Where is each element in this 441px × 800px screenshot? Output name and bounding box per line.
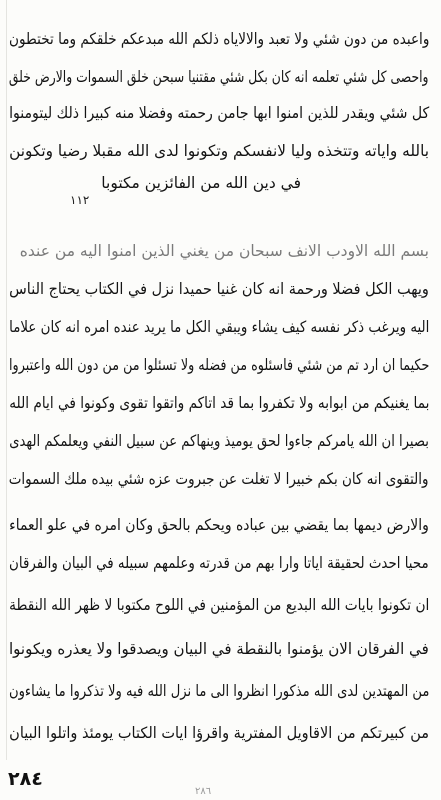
text-line: اليه ويرغب ذكر نفسه كيف يشاء ويبقي الكل ما يريد عنده امره انه كان علاما: [8, 318, 429, 336]
text-line: واحصى كل شئي تعلمه انه كان بكل شئي مقتنيا سبحن خلق السموات والارض خلق: [9, 68, 429, 86]
text-line: والارض ديمها بما يقضي بين عباده ويحكم بالحق وكان امره في علو العماء: [9, 516, 429, 534]
text-line: في دين الله من الفائزين مكتوبا: [101, 174, 301, 192]
margin-rule: [6, 0, 7, 760]
text-line: في الفرقان الان يؤمنوا بالنقطة في البيان ويصدقوا ولا يعذره ويكونوا: [9, 640, 429, 658]
text-line: ويهب الكل فضلا ورحمة انه كان غنيا حميدا نزل في الكتاب يحتاج الناس: [9, 280, 429, 298]
text-line: محيا احدث لحقيقة اياتا وارا بهم من قدرته وعلمهم سبيله في البيان والفرقان: [9, 554, 429, 572]
section-heading-line: [20, 240, 429, 262]
faint-bottom-number: ٢٨٦: [195, 786, 212, 797]
page-number: ٢٨٤: [8, 768, 43, 790]
text-line: من المهتدين لدى الله مذكورا انظروا الى ما نزل الله فيه ولا تذكروا ما يشاءون: [8, 682, 429, 700]
text-line: حكيما ان ارد تم من شئي فاسئلوه من فضله ولا تسئلوا من من دون الله واعتبروا: [8, 356, 429, 374]
text-line: والتقوى انه كان بكم خبيرا لا تغلت عن جبروت عزه شئي بيده ملك السموات: [9, 470, 429, 488]
text-line: بالله واياته وتتخذه وليا لانفسكم وتكونوا لدى الله مقبلا رضيا وتكونن: [9, 142, 429, 160]
verse-marker: ١١٢: [70, 193, 90, 207]
text-line: بسم الله الاودب الانف سبحان من يغني الذين امنوا اليه من عنده: [19, 242, 429, 260]
text-line: بصيرا ان الله يامركم جاءوا لحق يوميذ وينهاكم عن سبيل النفي ويعلمكم الهدى: [9, 432, 429, 450]
text-line: ان تكونوا بايات الله البديع من المؤمنين في اللوح مكتوبا لا ظهر الله النقطة: [8, 596, 429, 614]
text-line: بما يغنيكم من ابوابه ولا تكفروا بما قد اتاكم واتقوا تقوى وكونوا في ايام الله: [8, 394, 429, 412]
text-line: واعبده من دون شئي ولا تعبد والالاياه ذلكم الله مبدعكم خلقكم وما تختطون: [8, 30, 429, 48]
text-line: من كبيرتكم من الاقاويل المفترية واقرؤا ايات الكتاب يومئذ واتلوا البيان: [9, 724, 429, 742]
text-line: كل شئي ويقدر للذين امنوا ابها جامن رحمته وفضلا منه كبيرا ذلك ليتومنوا: [8, 104, 429, 122]
